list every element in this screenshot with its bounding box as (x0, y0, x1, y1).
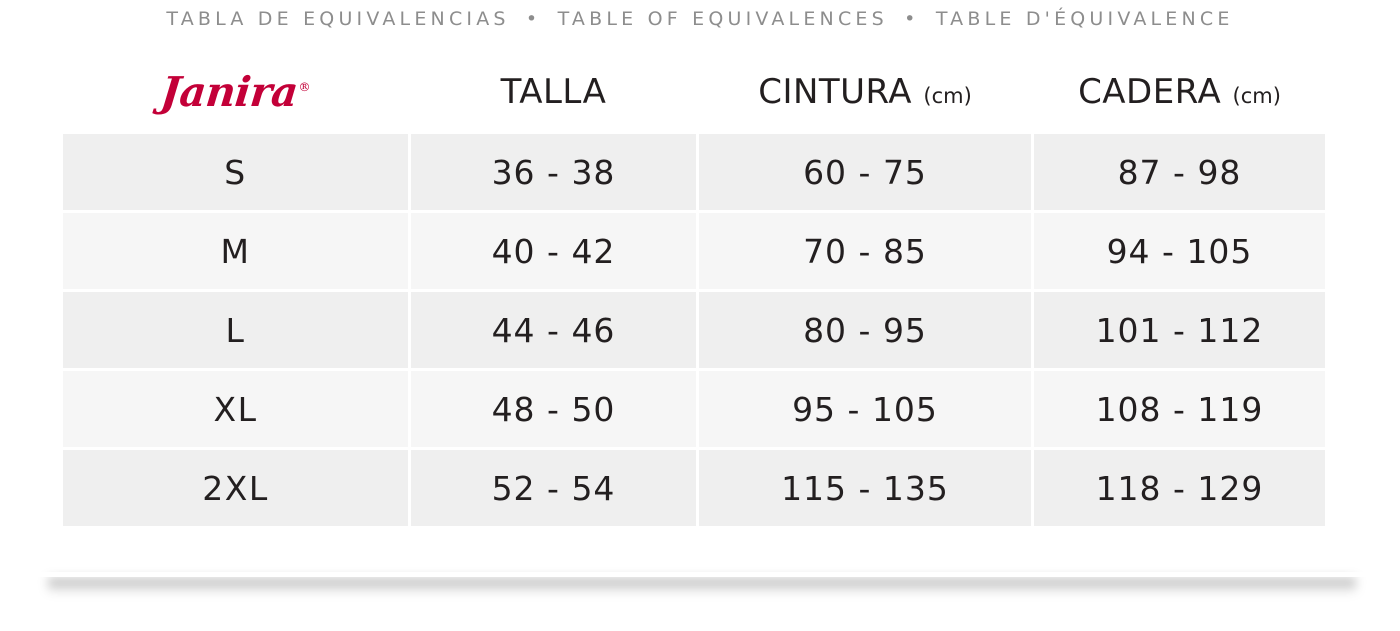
table-header (63, 53, 1325, 131)
cell-cadera: 101 - 112 (1034, 292, 1325, 368)
column-header-cadera-label: CADERA (1078, 72, 1222, 112)
cell-cintura: 60 - 75 (699, 134, 1031, 210)
column-header-talla (411, 53, 696, 131)
column-header-cintura-label: CINTURA (758, 72, 913, 112)
cell-size: L (63, 292, 408, 368)
cell-talla: 52 - 54 (411, 450, 696, 526)
column-header-talla-label: TALLA (500, 72, 607, 112)
registered-trademark-icon: ® (298, 80, 311, 95)
table-body (63, 134, 1325, 526)
headline-segment-es: TABLA DE EQUIVALENCIAS (166, 8, 510, 30)
cell-cadera: 118 - 129 (1034, 450, 1325, 526)
cell-cadera: 87 - 98 (1034, 134, 1325, 210)
cell-size: M (63, 213, 408, 289)
table-row (63, 134, 1325, 210)
cell-cintura: 115 - 135 (699, 450, 1031, 526)
janira-logo (159, 68, 313, 116)
shadow-mask (0, 572, 1400, 577)
cell-talla: 44 - 46 (411, 292, 696, 368)
column-header-cadera (1034, 53, 1325, 131)
cell-cintura: 80 - 95 (699, 292, 1031, 368)
headline-separator-1: • (525, 8, 542, 30)
column-header-cintura-unit: (cm) (923, 84, 972, 108)
page-title (0, 8, 1400, 30)
cell-talla: 40 - 42 (411, 213, 696, 289)
column-header-cintura (699, 53, 1031, 131)
headline-segment-fr: TABLE D'ÉQUIVALENCE (935, 8, 1234, 30)
cell-size: XL (63, 371, 408, 447)
cell-cadera: 94 - 105 (1034, 213, 1325, 289)
cell-cintura: 95 - 105 (699, 371, 1031, 447)
cell-cadera: 108 - 119 (1034, 371, 1325, 447)
headline-separator-2: • (904, 8, 920, 30)
column-header-cadera-unit: (cm) (1232, 84, 1281, 108)
cell-talla: 48 - 50 (411, 371, 696, 447)
table-row (63, 450, 1325, 526)
brand-logo-cell (63, 53, 408, 131)
table-row (63, 371, 1325, 447)
cell-cintura: 70 - 85 (699, 213, 1031, 289)
size-table (60, 50, 1328, 529)
bottom-shadow (48, 578, 1356, 594)
size-table-container (60, 50, 1315, 529)
brand-name: Janira (158, 68, 301, 116)
table-row (63, 292, 1325, 368)
cell-size: 2XL (63, 450, 408, 526)
table-row (63, 213, 1325, 289)
cell-talla: 36 - 38 (411, 134, 696, 210)
headline-segment-en: TABLE OF EQUIVALENCES (557, 8, 888, 30)
table-header-row (63, 53, 1325, 131)
cell-size: S (63, 134, 408, 210)
